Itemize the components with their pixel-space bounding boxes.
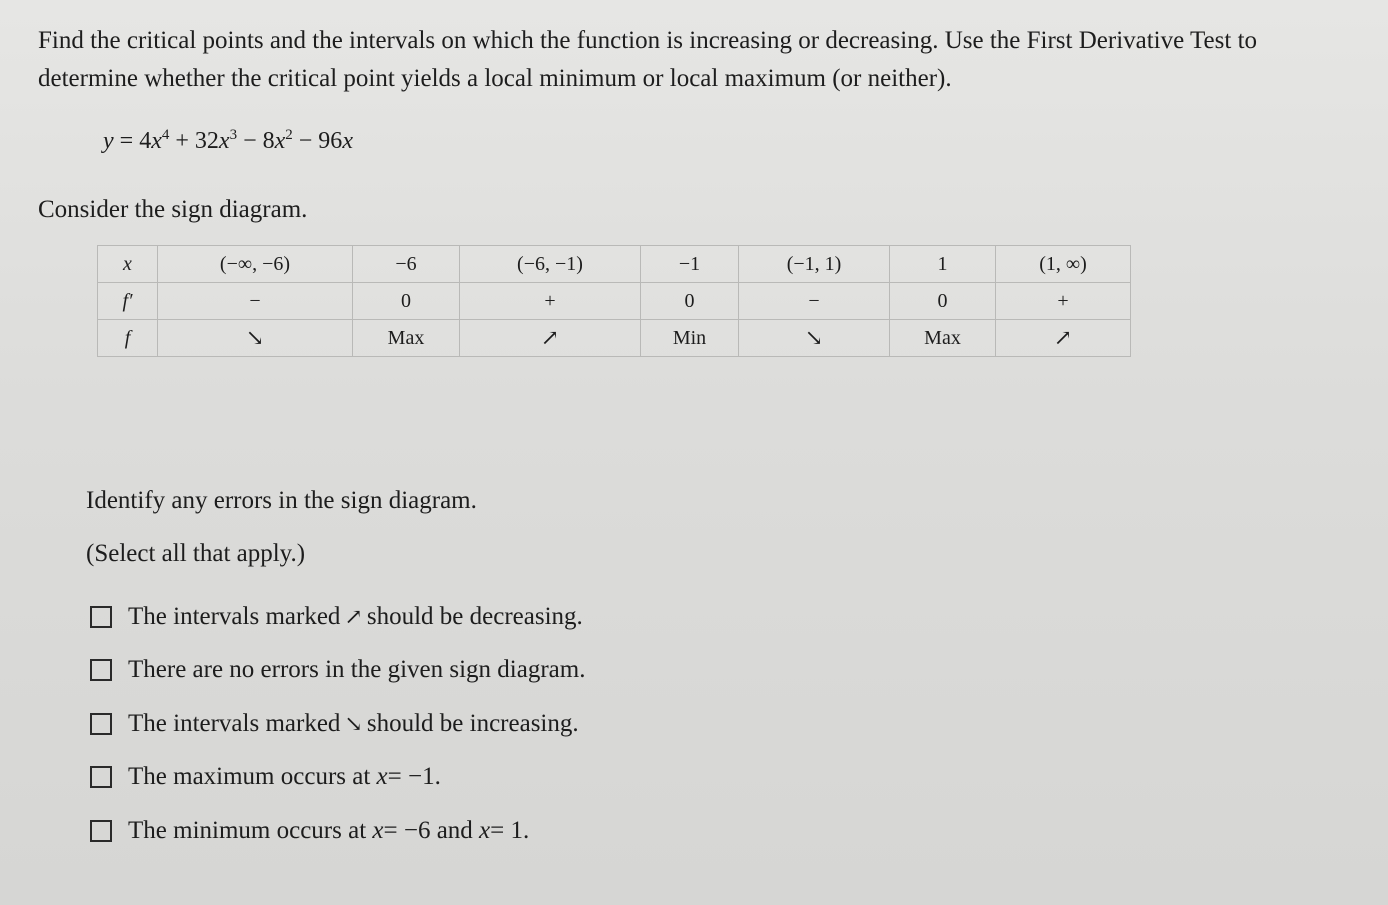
critical-point-cell: 1	[890, 246, 996, 283]
decreasing-arrow-icon: ↘	[804, 325, 824, 350]
sign-cell: +	[996, 283, 1131, 320]
option-text: = 1.	[490, 816, 530, 844]
option-var: x	[376, 763, 388, 791]
equation-var: x	[274, 128, 286, 154]
sign-cell: +	[460, 283, 641, 320]
behavior-cell	[460, 320, 641, 357]
equation-part: − 96	[292, 128, 343, 154]
interval-cell: (−6, −1)	[460, 246, 641, 283]
option-text: = −6 and	[383, 816, 473, 844]
interval-cell: (−1, 1)	[739, 246, 890, 283]
decreasing-arrow-icon: ↘	[245, 325, 265, 350]
function-equation	[103, 128, 353, 155]
row-label-fprime: f′	[98, 283, 158, 320]
sign-cell: −	[158, 283, 353, 320]
equation-var: x	[218, 128, 230, 154]
sign-diagram-table	[97, 245, 1131, 357]
checkbox[interactable]	[90, 659, 112, 681]
option-var: x	[479, 816, 491, 844]
critical-point-cell: −6	[353, 246, 460, 283]
sign-cell: 0	[641, 283, 739, 320]
equation-power: 4	[161, 127, 170, 143]
identify-prompt: Identify any errors in the sign diagram.	[86, 487, 477, 514]
sign-cell: 0	[353, 283, 460, 320]
option-text: The maximum occurs at	[128, 763, 371, 791]
equation-var: x	[151, 128, 162, 154]
increasing-arrow-icon: ↗	[344, 603, 363, 629]
equation-part: = 4	[113, 128, 152, 154]
consider-label: Consider the sign diagram.	[38, 196, 308, 223]
option-var: x	[372, 816, 384, 844]
option-decreasing-should-increase[interactable]	[90, 697, 585, 751]
option-text: The minimum occurs at	[128, 816, 367, 844]
extremum-cell: Min	[641, 320, 739, 357]
equation-var: x	[342, 128, 353, 154]
increasing-arrow-icon: ↗	[540, 325, 560, 350]
extremum-cell: Max	[353, 320, 460, 357]
equation-y: y	[103, 128, 114, 154]
checkbox[interactable]	[90, 606, 112, 628]
x-row	[98, 246, 1131, 283]
option-no-errors[interactable]	[90, 644, 585, 698]
behavior-cell	[739, 320, 890, 357]
fprime-row	[98, 283, 1131, 320]
equation-power: 3	[229, 127, 238, 143]
critical-point-cell: −1	[641, 246, 739, 283]
equation-part: − 8	[237, 128, 275, 154]
option-text: The intervals marked	[128, 602, 341, 630]
option-text: The intervals marked	[128, 709, 341, 737]
behavior-cell	[158, 320, 353, 357]
option-increasing-should-decrease[interactable]	[90, 590, 585, 644]
f-row	[98, 320, 1131, 357]
sign-cell: −	[739, 283, 890, 320]
decreasing-arrow-icon: ↘	[344, 710, 363, 736]
checkbox[interactable]	[90, 766, 112, 788]
option-text: should be increasing.	[366, 709, 579, 737]
increasing-arrow-icon: ↗	[1053, 325, 1073, 350]
option-minimum-at-x-neg6-and-1[interactable]	[90, 804, 585, 858]
option-text: = −1.	[387, 763, 441, 791]
behavior-cell	[996, 320, 1131, 357]
option-text: should be decreasing.	[366, 602, 583, 630]
equation-part: + 32	[169, 128, 219, 154]
option-text: There are no errors in the given sign diagram.	[128, 656, 586, 684]
equation-power: 2	[285, 127, 293, 143]
sign-cell: 0	[890, 283, 996, 320]
checkbox[interactable]	[90, 713, 112, 735]
answer-options	[90, 590, 585, 858]
question-instructions: Find the critical points and the intervals on which the function is increasing or decreasing. Use the First Derivative Test to determine whether the critical point yields a local minimum or local maximum (or neither).	[38, 27, 1258, 92]
row-label-f: f	[98, 320, 158, 357]
interval-cell: (−∞, −6)	[158, 246, 353, 283]
extremum-cell: Max	[890, 320, 996, 357]
select-instruction: (Select all that apply.)	[86, 540, 306, 567]
option-maximum-at-x-neg1[interactable]	[90, 751, 585, 805]
interval-cell: (1, ∞)	[996, 246, 1131, 283]
checkbox[interactable]	[90, 820, 112, 842]
row-label-x: x	[98, 246, 158, 283]
